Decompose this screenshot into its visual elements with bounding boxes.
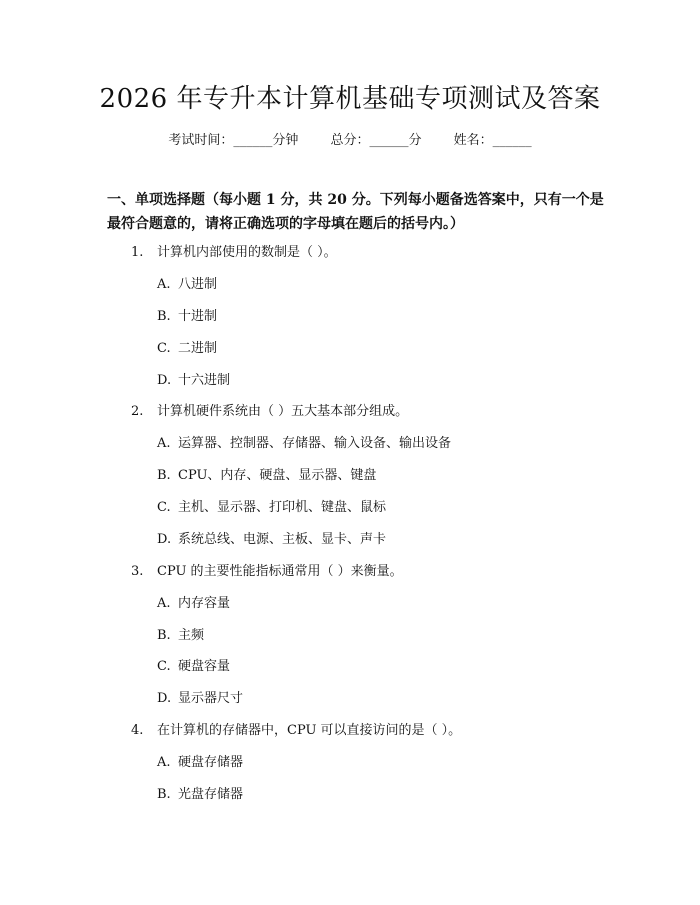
option-letter: D. [157, 373, 172, 388]
option-1-a [157, 276, 217, 294]
exam-meta [0, 131, 700, 151]
option-letter: A. [157, 755, 171, 770]
option-letter: C. [157, 500, 171, 515]
option-letter: C. [157, 659, 171, 674]
option-text: 十进制 [178, 309, 218, 324]
option-2-c [157, 499, 386, 517]
option-1-c [157, 340, 217, 358]
exam-time-field: 考试时间：______分钟 [168, 133, 299, 148]
option-text: 十六进制 [178, 373, 231, 388]
option-letter: B. [157, 468, 171, 483]
question-text: 计算机内部使用的数制是（ ）。 [157, 245, 337, 260]
option-4-b [157, 786, 243, 804]
option-text: 主频 [178, 628, 205, 643]
option-text: 显示器尺寸 [178, 691, 244, 706]
option-4-a [157, 754, 243, 772]
option-2-b [157, 467, 376, 485]
option-3-b [157, 627, 204, 645]
question-number: 3. [131, 564, 144, 579]
option-letter: B. [157, 309, 171, 324]
option-text: 光盘存储器 [178, 787, 244, 802]
question-text: CPU 的主要性能指标通常用（ ）来衡量。 [157, 564, 403, 579]
question-2 [131, 403, 408, 421]
option-2-a [157, 435, 451, 453]
option-letter: B. [157, 787, 171, 802]
option-3-a [157, 595, 230, 613]
option-text: CPU、内存、硬盘、显示器、键盘 [178, 468, 377, 483]
question-1 [131, 244, 337, 262]
option-2-d [157, 531, 386, 549]
total-score-field: 总分：______分 [330, 133, 422, 148]
option-letter: D. [157, 691, 172, 706]
option-text: 八进制 [178, 277, 218, 292]
student-name-field: 姓名：______ [453, 133, 532, 148]
option-letter: A. [157, 596, 171, 611]
option-text: 主机、显示器、打印机、键盘、鼠标 [178, 500, 387, 515]
option-text: 系统总线、电源、主板、显卡、声卡 [178, 532, 387, 547]
option-letter: A. [157, 277, 171, 292]
question-number: 2. [131, 404, 144, 419]
option-text: 内存容量 [178, 596, 231, 611]
option-letter: D. [157, 532, 172, 547]
question-number: 1. [131, 245, 144, 260]
option-3-d [157, 690, 243, 708]
option-text: 运算器、控制器、存储器、输入设备、输出设备 [178, 436, 452, 451]
page-title: 2026 年专升本计算机基础专项测试及答案 [99, 84, 601, 114]
option-text: 硬盘存储器 [178, 755, 244, 770]
section-heading: 一、单项选择题（每小题 1 分，共 20 分。下列每小题备选答案中，只有一个是最符合题意的，请将正确选项的字母填在题后的括号内。） [107, 192, 604, 232]
question-text: 在计算机的存储器中，CPU 可以直接访问的是（ ）。 [157, 723, 462, 738]
question-text: 计算机硬件系统由（ ）五大基本部分组成。 [157, 404, 409, 419]
option-1-d [157, 372, 230, 390]
option-letter: B. [157, 628, 171, 643]
question-4 [131, 722, 461, 740]
option-letter: C. [157, 341, 171, 356]
option-text: 硬盘容量 [178, 659, 231, 674]
option-1-b [157, 308, 217, 326]
question-number: 4. [131, 723, 144, 738]
option-text: 二进制 [178, 341, 218, 356]
question-3 [131, 563, 403, 581]
option-3-c [157, 658, 230, 676]
option-letter: A. [157, 436, 171, 451]
